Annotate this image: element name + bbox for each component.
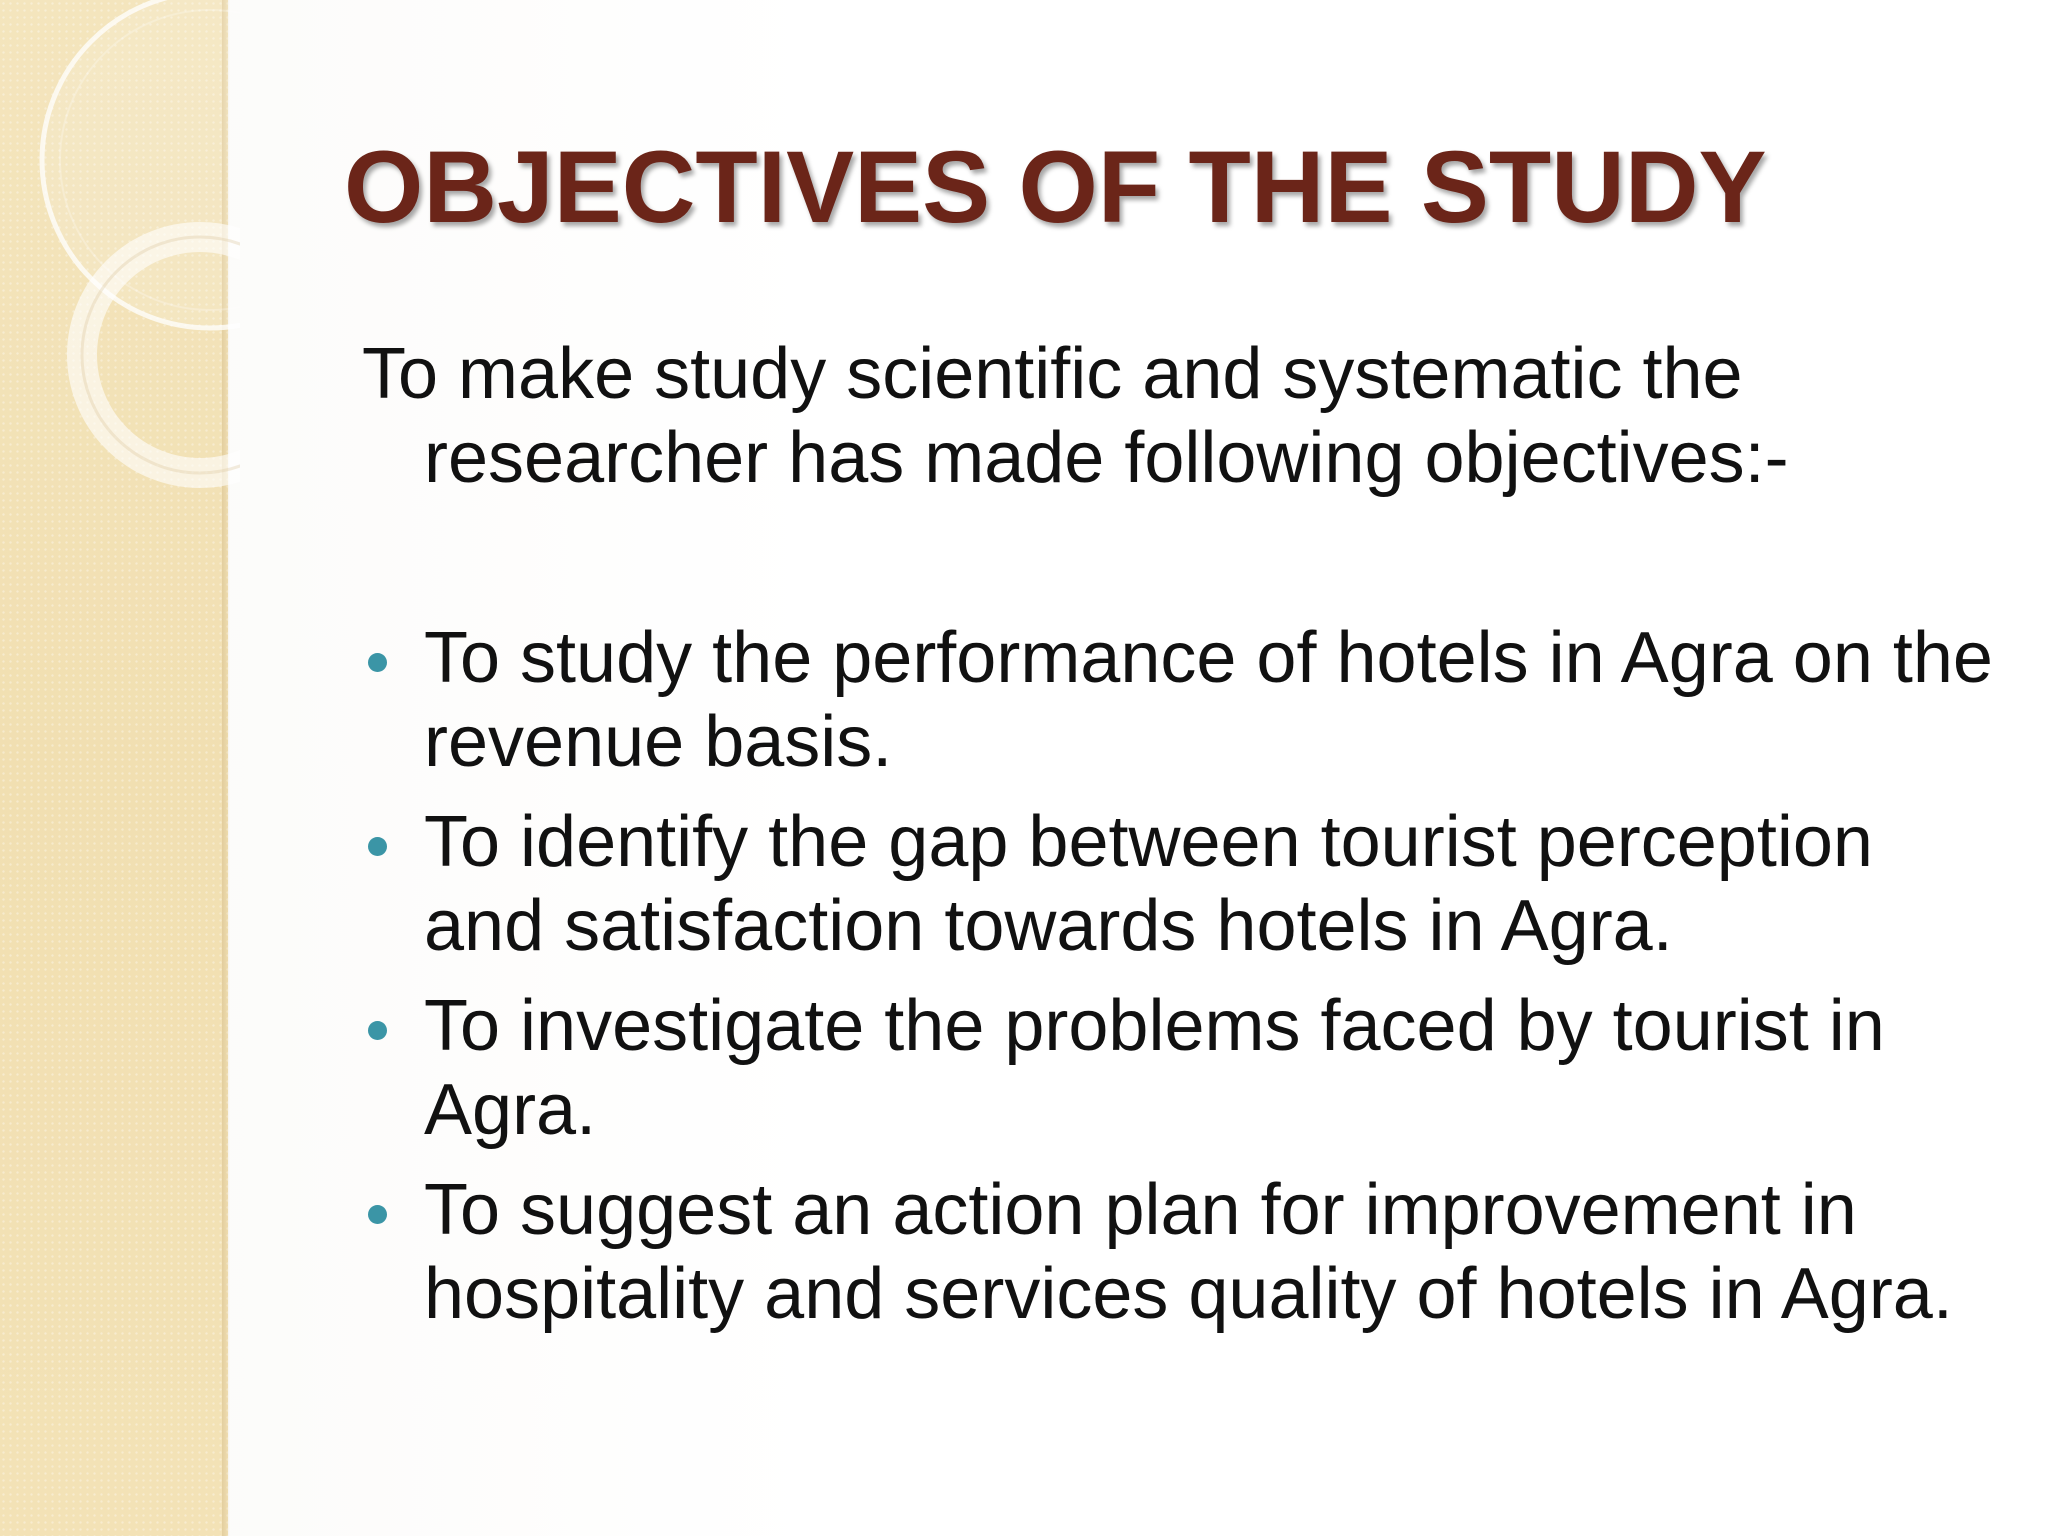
objective-text: To investigate the problems faced by tourist in Agra. xyxy=(424,986,1885,1150)
list-item xyxy=(362,1168,2002,1336)
teal-dot-bullet-icon xyxy=(368,1205,387,1224)
list-item xyxy=(362,800,2002,968)
list-item xyxy=(362,616,2002,784)
slide-title: OBJECTIVES OF THE STUDY xyxy=(344,130,1767,244)
intro-paragraph: To make study scientific and systematic the researcher has made following objectives:- xyxy=(362,334,1789,498)
ring-decoration-icon xyxy=(0,0,240,520)
teal-dot-bullet-icon xyxy=(368,653,387,672)
list-item xyxy=(362,984,2002,1152)
objectives-list xyxy=(362,616,2002,1352)
teal-dot-bullet-icon xyxy=(368,837,387,856)
objective-text: To suggest an action plan for improvement in hospitality and services quality of hotels in Agra. xyxy=(424,1170,1953,1334)
objective-text: To identify the gap between tourist perception and satisfaction towards hotels in Agra. xyxy=(424,802,1873,966)
objective-text: To study the performance of hotels in Agra on the revenue basis. xyxy=(424,618,1993,782)
teal-dot-bullet-icon xyxy=(368,1021,387,1040)
